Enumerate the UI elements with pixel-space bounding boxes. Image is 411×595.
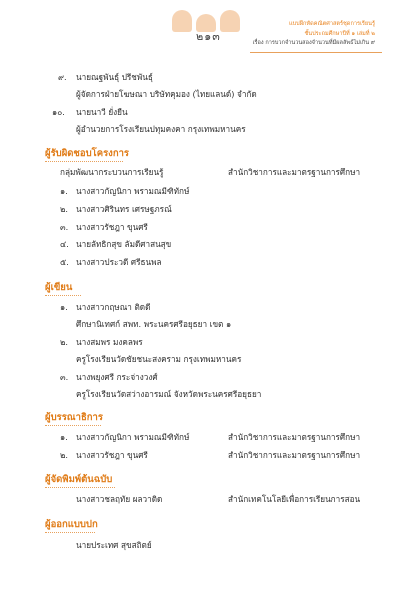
header-line-2: ชั้นประถมศึกษาปีที่ ๑ เล่มที่ ๒ — [304, 30, 375, 37]
list-item-number: ๑. — [60, 432, 68, 442]
list-item-name: นางสาวประวดี ศรีธนพล — [76, 257, 162, 267]
list-item-name: นางสมพร มงคลพร — [76, 337, 143, 347]
list-item-number: ๓. — [60, 372, 69, 382]
list-item-name: นางพยุงศรี กระจ่างวงศ์ — [76, 372, 158, 382]
list-item-number: ๙. — [58, 72, 67, 82]
group-org: สำนักวิชาการและมาตรฐานการศึกษา — [228, 167, 361, 177]
list-item-name: นางสาวรัชฎา ขุนศรี — [76, 222, 148, 232]
running-header — [253, 20, 375, 49]
list-item-number: ๓. — [60, 222, 69, 232]
list-item-name: นางสาวกฤษณา ติดดี — [76, 302, 151, 312]
list-item-number: ๒. — [60, 337, 68, 347]
list-item-number: ๒. — [60, 450, 68, 460]
list-item-number: ๔. — [60, 239, 69, 249]
section-title-typesetter: ผู้จัดพิมพ์ต้นฉบับ — [45, 474, 113, 485]
list-item-org: สำนักวิชาการและมาตรฐานการศึกษา — [228, 450, 361, 460]
header-line-1: แบบฝึกหัดคณิตศาสตร์ชุดการเรียนรู้ — [289, 21, 375, 27]
list-item-number: ๑. — [60, 186, 68, 196]
list-item-detail: ครูโรงเรียนวัดชัยชนะสงคราม กรุงเทพมหานคร — [76, 354, 242, 364]
list-item-name: นางสาวกัญนิกา พรามณมีฑิทักษ์ — [76, 186, 190, 196]
list-item-number: ๑. — [60, 302, 68, 312]
section-title-editors: ผู้บรรณาธิการ — [45, 412, 103, 423]
list-item-detail: ศึกษานิเทศก์ สพท. พระนครศรีอยุธยา เขต ๑ — [76, 319, 232, 329]
section-title-responsible: ผู้รับผิดชอบโครงการ — [45, 148, 130, 159]
list-item-detail: ผู้อำนวยการโรงเรียนปทุมคงคา กรุงเทพมหานคร — [76, 124, 246, 134]
typesetter-name: นางสาวชลฤทัย ผลวาดิด — [76, 494, 163, 504]
list-item-number: ๒. — [60, 204, 68, 214]
list-item-detail: ผู้จัดการฝ่ายโฆษณา บริษัทคุมอง (ไทยแลนด์) จำกัด — [76, 89, 257, 99]
list-item-detail: ครูโรงเรียนวัดสว่างอารมณ์ จังหวัดพระนครศรีอยุธยา — [76, 389, 262, 399]
list-item-number: ๑๐. — [52, 107, 65, 117]
list-item-number: ๕. — [60, 257, 69, 267]
list-item-name: นายณฐพันธุ์ ปรีชพันธุ์ — [76, 72, 153, 82]
section-title-writers: ผู้เขียน — [45, 282, 73, 293]
section-rule — [45, 532, 95, 533]
list-item-org: สำนักวิชาการและมาตรฐานการศึกษา — [228, 432, 361, 442]
list-item-name: นางสาวกัญนิกา พรามณมีฑิทักษ์ — [76, 432, 190, 442]
section-title-cover: ผู้ออกแบบปก — [45, 519, 98, 530]
typesetter-org: สำนักเทคโนโลยีเพื่อการเรียนการสอน — [228, 494, 361, 504]
list-item-name: นางสาวรัชฎา ขุนศรี — [76, 450, 148, 460]
header-line-3: เรื่อง การบวกจำนวนสองจำนวนที่มีผลลัพธ์ไม่เกิน ๙ — [252, 40, 375, 46]
section-rule — [45, 487, 115, 488]
list-item-name: นางสาวศิรินทร เศรษฐภรณ์ — [76, 204, 172, 214]
cover-designer-name: นายประเทศ สุขสถิตย์ — [76, 540, 152, 550]
list-item-name: นายลัทธิกสุข ลัมดีศาสนสุข — [76, 239, 172, 249]
section-rule — [45, 161, 123, 162]
list-item-name: นายนาวี ยั่งยืน — [76, 107, 128, 117]
section-rule — [45, 425, 101, 426]
section-rule — [45, 295, 81, 296]
group-label: กลุ่มพัฒนากระบวนการเรียนรู้ — [60, 167, 164, 177]
header-rule — [250, 52, 382, 53]
page-number: ๒๑๓ — [196, 30, 221, 43]
